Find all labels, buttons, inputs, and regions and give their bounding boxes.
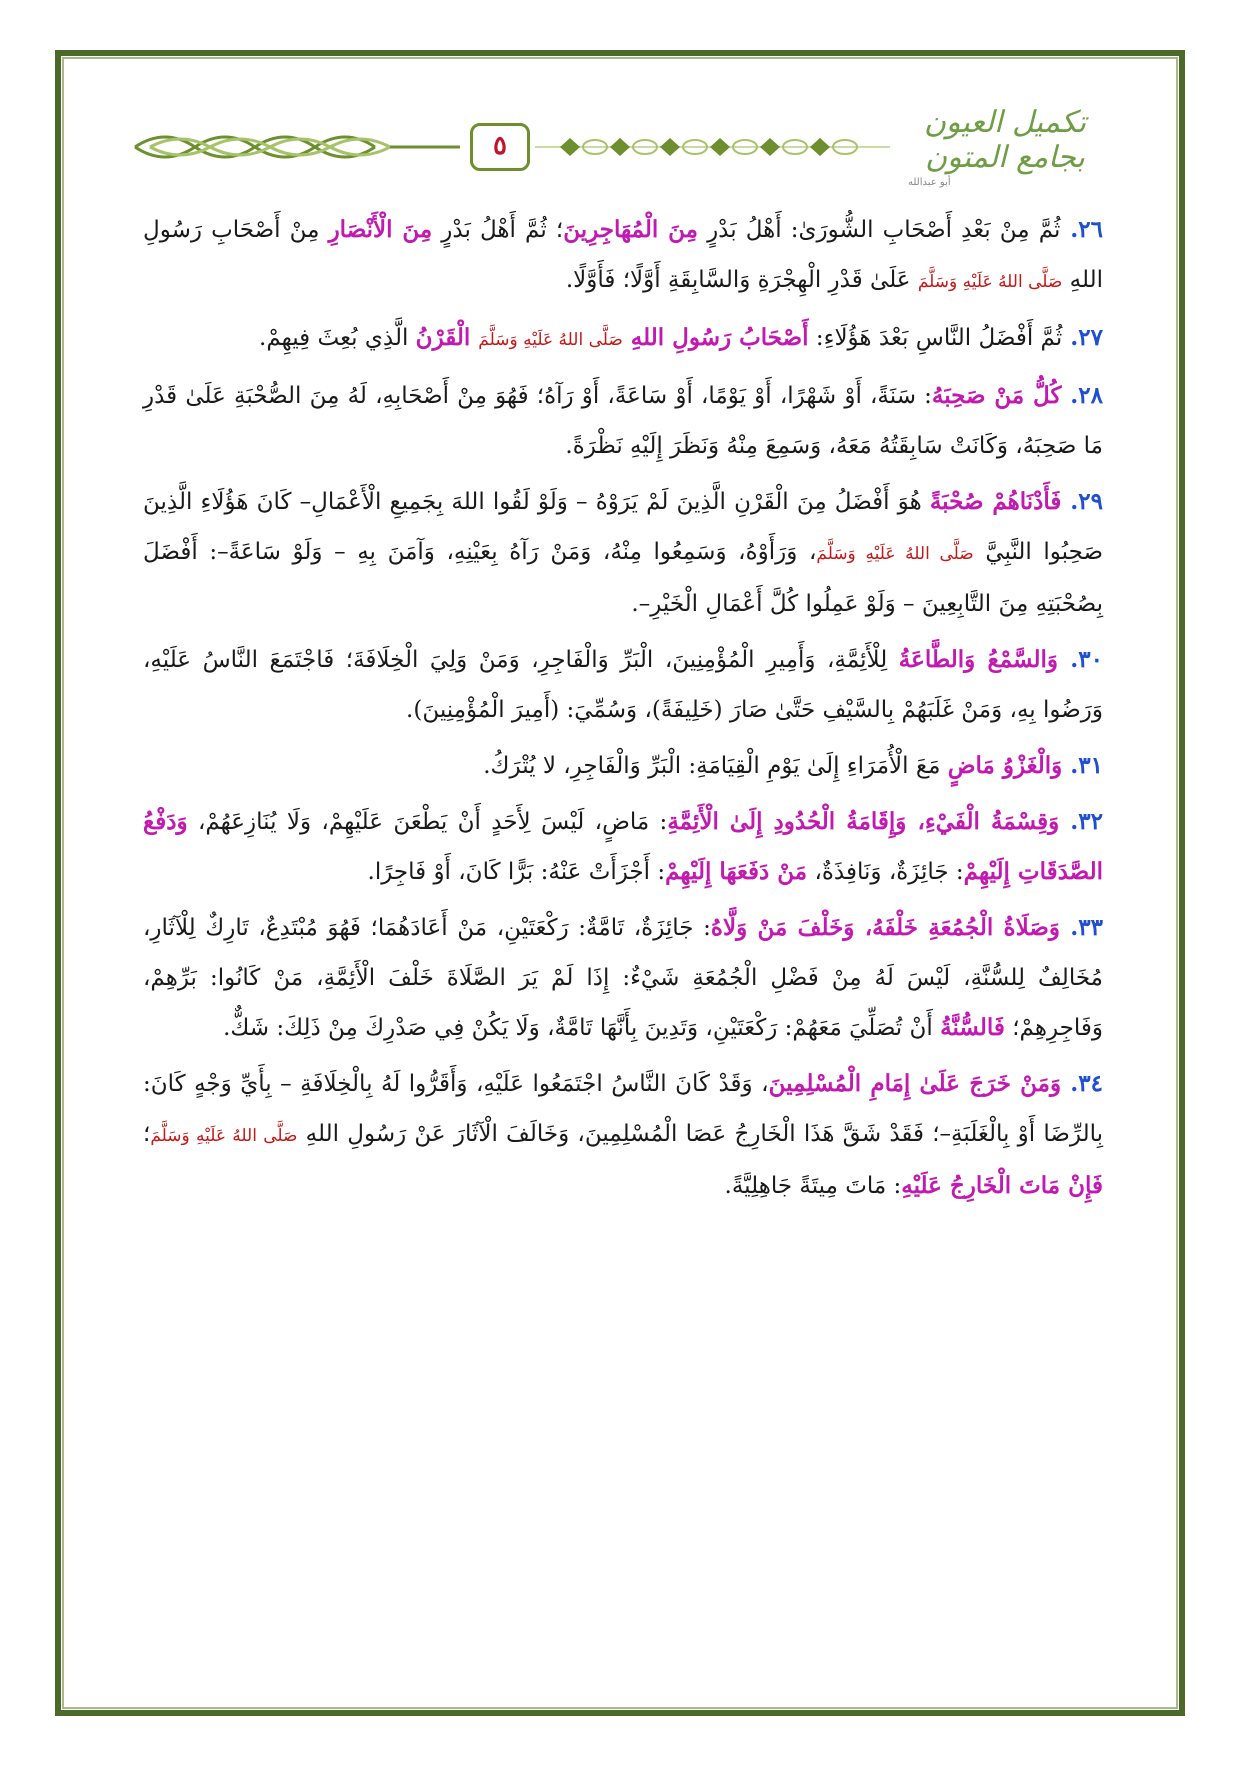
body-text: ثُمَّ مِنْ بَعْدِ أَصْحَابِ الشُّورَىٰ: أَهْلُ بَدْرٍ	[697, 217, 1061, 243]
body-text: : جَائِزَةٌ، وَنَافِذَةٌ،	[807, 859, 964, 885]
paragraph-number: ٢٩.	[1061, 488, 1103, 515]
paragraph	[143, 635, 1103, 735]
paragraph-number: ٢٨.	[1061, 382, 1103, 409]
highlighted-text: كُلُّ مَنْ صَحِبَهُ	[931, 382, 1062, 409]
body-text: : أَجْزَأَتْ عَنْهُ: بَرًّا كَانَ، أَوْ فَاجِرًا.	[367, 859, 666, 885]
page-number: ٥	[470, 123, 530, 171]
logo-subtitle: أبو عبدالله	[908, 177, 951, 188]
highlighted-text: أَصْحَابُ رَسُولِ اللهِ	[622, 324, 809, 351]
logo-line-2: بجامع المتون	[925, 140, 1085, 175]
highlighted-text: فَالسُّنَّةُ	[940, 1014, 1005, 1041]
highlighted-text: وَالسَّمْعُ وَالطَّاعَةُ	[898, 646, 1059, 673]
highlighted-text: وَالْغَزْوُ مَاضٍ	[947, 752, 1063, 779]
highlighted-text: وَقِسْمَةُ الْفَيْءِ، وَإِقَامَةُ الْحُدُودِ إِلَىٰ الْأَئِمَّةِ	[667, 808, 1060, 835]
body-text: مَعَ الْأُمَرَاءِ إِلَىٰ يَوْمِ الْقِيَامَةِ: الْبَرِّ وَالْفَاجِرِ، لا يُتْرَكُ.	[483, 753, 948, 779]
paragraph	[143, 797, 1103, 897]
body-text: ، وَقَدْ كَانَ النَّاسُ اجْتَمَعُوا عَلَيْهِ، وَأَقَرُّوا لَهُ بِالْخِلَافَةِ – بِأَيِّ وَجْهٍ كَانَ: بِالرِّضَا أَوْ بِالْغَلَبَةِ–؛ فَقَدْ شَقَّ هَذَا الْخَارِجُ عَصَا الْمُسْلِمِينَ، وَخَالَفَ الْآثَارَ عَنْ رَسُولِ اللهِ	[143, 1071, 1103, 1147]
body-text: : مَاتَ مِيتَةً جَاهِلِيَّةً.	[724, 1173, 902, 1199]
page-header	[130, 105, 1110, 190]
document-body	[143, 205, 1103, 1217]
body-text: عَلَىٰ قَدْرِ الْهِجْرَةِ وَالسَّابِقَةِ أَوَّلًا؛ فَأَوَّلًا.	[565, 267, 918, 293]
body-text: ؛ ثُمَّ أَهْلُ بَدْرٍ	[432, 217, 564, 243]
salutation-text: صَلَّى اللهُ عَلَيْهِ وَسَلَّمَ	[816, 544, 974, 564]
highlighted-text: وَمَنْ خَرَجَ عَلَىٰ إِمَامِ الْمُسْلِمِينَ	[768, 1070, 1062, 1097]
paragraph-number: ٢٧.	[1062, 324, 1103, 351]
salutation-text: صَلَّى اللهُ عَلَيْهِ وَسَلَّمَ	[478, 330, 623, 350]
body-text: أَنْ تُصَلِّيَ مَعَهُمْ: رَكْعَتَيْنِ، وَتَدِينَ بِأَنَّهَا تَامَّةٌ، وَلَا يَكُنْ فِي صَدْرِكَ مِنْ ذَلِكَ: شَكٌّ.	[223, 1015, 941, 1041]
highlighted-text: الْقَرْنُ	[415, 324, 479, 351]
paragraph	[143, 741, 1103, 791]
highlighted-text: وَصَلَاةُ الْجُمُعَةِ خَلْفَهُ، وَخَلْفَ مَنْ وَلَّاهُ	[710, 914, 1060, 941]
paragraph-number: ٣١.	[1062, 752, 1103, 779]
paragraph	[143, 205, 1103, 307]
highlighted-text: فَإِنْ مَاتَ الْخَارِجُ عَلَيْهِ	[901, 1172, 1103, 1199]
paragraph	[143, 903, 1103, 1053]
paragraph-number: ٣٢.	[1059, 808, 1103, 835]
body-text: ثُمَّ أَفْضَلُ النَّاسِ بَعْدَ هَؤُلَاءِ:	[808, 325, 1063, 351]
paragraph	[143, 371, 1103, 471]
highlighted-text: وَدَفْعُ الصَّدَقَاتِ إِلَيْهِمْ	[143, 808, 1103, 885]
body-text: : سَنَةً، أَوْ شَهْرًا، أَوْ يَوْمًا، أَوْ سَاعَةً، أَوْ رَآهُ؛ فَهُوَ مِنْ أَصْحَابِهِ، لَهُ مِنَ الصُّحْبَةِ عَلَىٰ قَدْرِ مَا صَحِبَهُ، وَكَانَتْ سَابِقَتُهُ مَعَهُ، وَسَمِعَ مِنْهُ وَنَظَرَ إِلَيْهِ نَظْرَةً.	[143, 383, 1103, 459]
salutation-text: صَلَّى اللهُ عَلَيْهِ وَسَلَّمَ	[150, 1126, 298, 1146]
highlighted-text: مَنْ دَفَعَهَا إِلَيْهِمْ	[665, 858, 808, 885]
body-text: : جَائِزَةٌ، تَامَّةٌ: رَكْعَتَيْنِ، مَنْ أَعَادَهُمَا؛ فَهُوَ مُبْتَدِعٌ، تَارِكٌ لِلْآثَارِ، مُخَالِفٌ لِلسُّنَّةِ، لَيْسَ لَهُ مِنْ فَضْلِ الْجُمُعَةِ شَيْءٌ: إِذَا لَمْ يَرَ الصَّلَاةَ خَلْفَ الْأَئِمَّةِ، مَنْ كَانُوا: بَرِّهِمْ، وَفَاجِرِهِمْ؛	[143, 915, 1103, 1041]
paragraph-number: ٣٠.	[1058, 646, 1103, 673]
paragraph	[143, 477, 1103, 629]
body-text: ؛	[143, 1121, 151, 1147]
highlighted-text: مِنَ الْمُهَاجِرِينَ	[563, 216, 698, 243]
body-text: : مَاضٍ، لَيْسَ لِأَحَدٍ أَنْ يَطْعَنَ عَلَيْهِمْ، وَلَا يُنَازِعَهُمْ،	[187, 809, 668, 835]
paragraph-number: ٢٦.	[1060, 216, 1103, 243]
highlighted-text: فَأَدْنَاهُمْ صُحْبَةً	[929, 488, 1062, 515]
paragraph-number: ٣٣.	[1059, 914, 1103, 941]
logo-line-1: تكميل العيون	[923, 105, 1087, 140]
paragraph	[143, 1059, 1103, 1211]
salutation-text: صَلَّى اللهُ عَلَيْهِ وَسَلَّمَ	[917, 272, 1063, 292]
paragraph-number: ٣٤.	[1061, 1070, 1104, 1097]
highlighted-text: مِنَ الْأَنْصَارِ	[328, 216, 433, 243]
book-logo	[900, 105, 1110, 190]
body-text: ، وَرَأَوْهُ، وَسَمِعُوا مِنْهُ، وَمَنْ رَآهُ بِعَيْنِهِ، وَآمَنَ بِهِ – وَلَوْ سَاعَةً–: أَفْضَلَ بِصُحْبَتِهِ مِنَ التَّابِعِينَ – وَلَوْ عَمِلُوا كُلَّ أَعْمَالِ الْخَيْرِ–.	[143, 539, 1103, 617]
body-text: لِلْأَئِمَّةِ، وَأَمِيرِ الْمُؤْمِنِينَ، الْبَرِّ وَالْفَاجِرِ، وَمَنْ وَلِيَ الْخِلَافَةَ؛ فَاجْتَمَعَ النَّاسُ عَلَيْهِ، وَرَضُوا بِهِ، وَمَنْ غَلَبَهُمْ بِالسَّيْفِ حَتَّىٰ صَارَ (خَلِيفَةً)، وَسُمِّيَ: (أَمِيرَ الْمُؤْمِنِينَ).	[143, 647, 1103, 723]
paragraph	[143, 313, 1103, 365]
body-text: هُوَ أَفْضَلُ مِنَ الْقَرْنِ الَّذِينَ لَمْ يَرَوْهُ – وَلَوْ لَقُوا اللهَ بِجَمِيعِ الْأَعْمَالِ– كَانَ هَؤُلَاءِ الَّذِينَ صَحِبُوا النَّبِيَّ	[143, 489, 1103, 565]
body-text: مِنْ أَصْحَابِ رَسُولِ اللهِ	[143, 217, 1103, 293]
body-text: الَّذِي بُعِثَ فِيهِمْ.	[259, 325, 416, 351]
